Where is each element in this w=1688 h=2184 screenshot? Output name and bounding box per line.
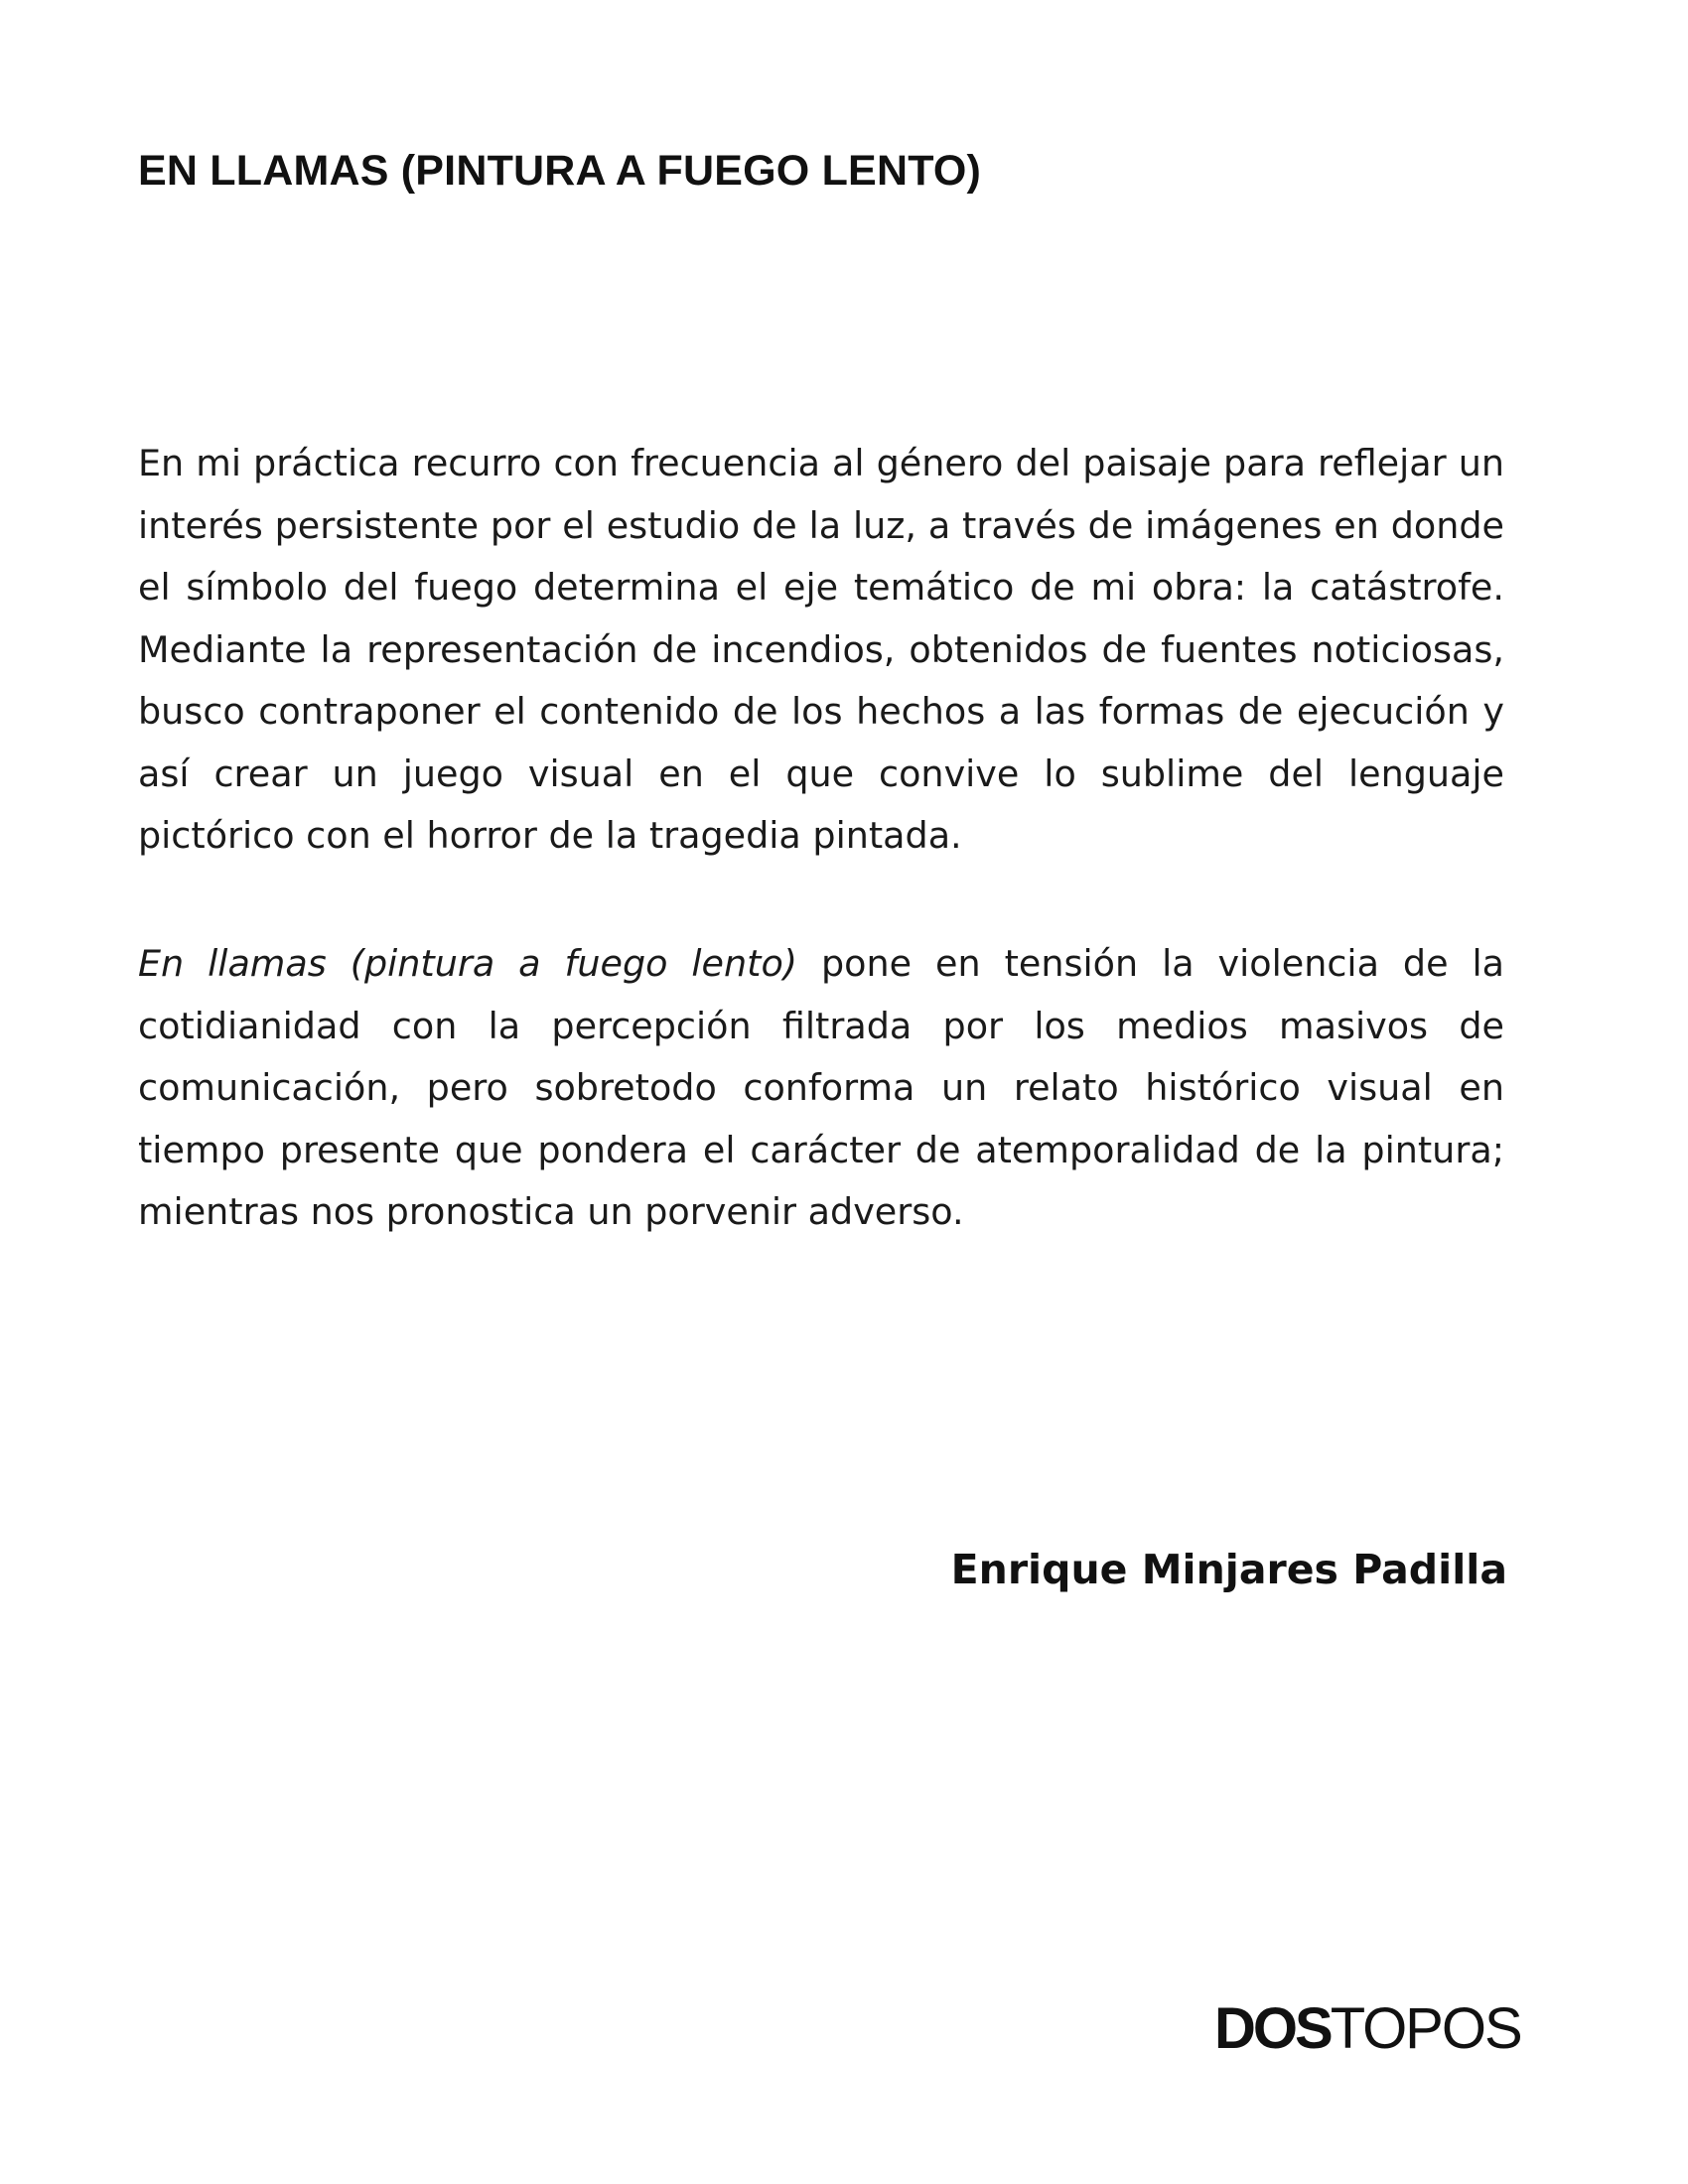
logo-light-part: TOPOS bbox=[1330, 1996, 1521, 2061]
paragraph-statement: En mi práctica recurro con frecuencia al género del paisaje para reflejar un interés persistente por el estudio de la luz, a través de imágenes en donde el símbolo del fuego determina el eje temático de mi obra: la catástrofe. Mediante la representación de incendios, obtenidos de fuentes noticiosas, busco contraponer el contenido de los hechos a las formas de ejecución y así crear un juego visual en el que convive lo sublime del lenguaje pictórico con el horror de la tragedia pintada. bbox=[138, 442, 1504, 857]
dostopos-logo bbox=[1214, 1996, 1521, 2061]
author-signature: Enrique Minjares Padilla bbox=[950, 1546, 1507, 1593]
document-title: EN LLAMAS (PINTURA A FUEGO LENTO) bbox=[138, 147, 982, 195]
logo-bold-part: DOS bbox=[1214, 1996, 1331, 2061]
paragraph-description bbox=[138, 933, 1504, 1244]
paragraph-description-text: pone en tensión la violencia de la cotidianidad con la percepción filtrada por los medios masivos de comunicación, pero sobretodo conforma un relato histórico visual en tiempo presente que pondera el carácter de atemporalidad de la pintura; mientras nos pronostica un porvenir adverso. bbox=[138, 942, 1505, 1233]
work-title-italic: En llamas (pintura a fuego lento) bbox=[138, 942, 798, 985]
